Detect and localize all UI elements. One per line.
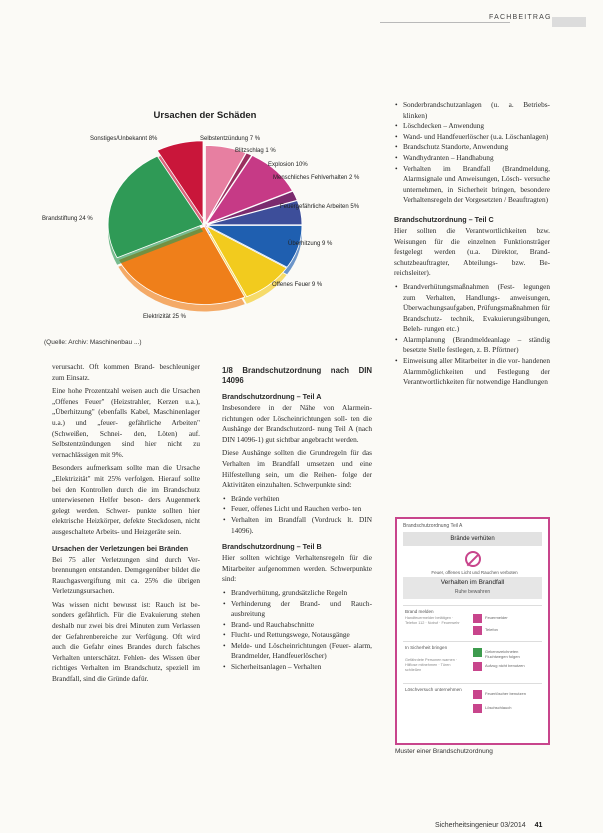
poster-item: Telefon <box>485 627 498 632</box>
list-item: • Brandverhütung, grundsätzliche Regeln <box>231 588 372 599</box>
header-rule <box>380 22 510 23</box>
slice-label: Explosion 10% <box>268 162 308 168</box>
poster-band-subtitle: Ruhe bewahren <box>454 589 491 595</box>
poster-item: Aufzug nicht benutzen <box>485 663 525 668</box>
list-item: • Brand- und Rauchabschnitte <box>231 620 372 631</box>
list-item: • Wandhydranten – Handhabung <box>403 153 550 164</box>
paragraph: Eine hohe Prozentzahl weisen auch die Ursachen „Offenes Feuer" (Heizstrahler, Kerzen u.a.), „Überhitzung" (ebenfalls Kabel, Maschinenlager u.a.) und „feuer- gefährliche Arbeiten" (Schweißen, Schnei- den, Löten) auf. Selbstentzündungen sind hier nicht zu vernachlässigen mit 9%. <box>52 386 200 459</box>
list-item: • Sonderbrandschutzanlagen (u. a. Betriebs- klinken) <box>403 100 550 121</box>
slice-label: Elektrizität 25 % <box>143 314 187 320</box>
slice-label: Selbstentzündung 7 % <box>200 136 261 142</box>
poster-item: Feuermelder <box>485 615 508 620</box>
subheading: Brandschutzordnung – Teil A <box>222 392 322 401</box>
list-item: • Verhinderung der Brand- und Rauch- ausbreitung <box>231 599 372 620</box>
bullet-list <box>394 282 550 388</box>
poster-section-text: Gefährdete Personen warnen · Hilflose mitnehmen · Türen schließen <box>405 658 458 672</box>
list-item: • Löschdecken – Anwendung <box>403 121 550 132</box>
section-label: FACHBEITRAG <box>489 14 552 21</box>
paragraph: Besonders aufmerksam sollte man die Ursache „Elektrizität" mit 25% verfolgen. Hierauf sollte bei den Kontrollen durch die im Brandschutz unterwiesenen Helfer beson- ders Augenmerk gelegt werden. Schwer- punkte sollten hier elektrische Heizkörper, defekte Steckdosen, nicht ausgeschaltete Arbeits- und Heizgeräte sein. <box>52 463 200 536</box>
poster-heading: Brände verhüten <box>403 532 542 546</box>
list-item: • Einweisung aller Mitarbeiter in die vor- handenen Alarmmöglichkeiten und Festlegung der Verantwortlichkeiten für notwendige Handlungen <box>403 356 550 388</box>
slice-label: Sonstiges/Unbekannt 8% <box>90 136 158 142</box>
paragraph: Diese Aushänge sollten die Grundregeln für das Verhalten im Brandfall umsetzen und eine Hilfestellung sein, um die Reihen- folge der Aktivitäten einzuhalten. Schwerpunkte sind: <box>222 448 372 490</box>
slice-label: Menschliches Fehlverhalten 2 % <box>273 175 360 181</box>
list-item: • Wand- und Handfeuerlöscher (u.a. Löschanlagen) <box>403 132 550 143</box>
poster-band <box>403 577 542 599</box>
poster-item: Gekennzeichneten Fluchtwegen folgen <box>485 649 520 659</box>
paragraph: Was wissen nicht bewusst ist: Rauch ist be- sonders gefährlich. Für die Evakuierung stehen deshalb nur zwei bis drei Minuten zum Verlassen der Gefahrenbereiche zur Verfügung. Oft wird auch die Gefahr eines Brandes durch falsches Verhalten unterschätzt. Fehlen- des Wissen über richtiges Verhalten im Brandschutz, speziell im Brandfall, sind die Gründe dafür. <box>52 599 200 684</box>
subheading: Brandschutzordnung – Teil C <box>394 214 494 224</box>
poster-section-text: Handfeuermelder betätigen · Telefon 112 · Notruf · Feuerwehr <box>405 616 460 625</box>
chart-title: Ursachen der Schäden <box>153 110 257 121</box>
phone-icon <box>473 626 482 635</box>
slice-label: Offenes Feuer 9 % <box>272 282 323 288</box>
chart-source: (Quelle: Archiv: Maschinenbau ...) <box>44 339 142 346</box>
paragraph: verursacht. Oft kommen Brand- beschleuniger zum Einsatz. <box>52 362 200 382</box>
slice-label: Feuergefährliche Arbeiten 5% <box>280 204 360 210</box>
poster-top-label: Brandschutzordnung Teil A <box>403 523 463 529</box>
poster-section-report <box>403 605 542 636</box>
slice-label: Überhitzung 9 % <box>288 241 333 247</box>
middle-column <box>222 362 372 673</box>
right-column <box>394 100 550 388</box>
pie-chart <box>40 100 370 340</box>
list-item: • Alarmplanung (Brandmeldeanlage – ständig besetzte Stelle festlegen, z. B. Pförtner) <box>403 335 550 356</box>
left-column <box>52 362 200 688</box>
list-item: • Brandschutz Standorte, Anwendung <box>403 142 550 153</box>
poster-band-title: Verhalten im Brandfall <box>440 579 505 586</box>
hose-icon <box>473 704 482 713</box>
poster-item: Löschschlauch <box>485 705 512 710</box>
list-item: • Brandverhütungsmaßnahmen (Fest- legungen zum Verhalten, Handlungs- anweisungen, Überwachungsaufgaben, Prüfungsmaßnahmen für Brandschutz- technik, Evakuierungsübungen, Beleh- rungen etc.) <box>403 282 550 335</box>
poster-section-title: In Sicherheit bringen <box>405 645 448 650</box>
page-number: 41 <box>534 822 543 829</box>
no-elevator-icon <box>473 662 482 671</box>
journal-name: Sicherheitsingenieur 03/2014 <box>435 822 526 829</box>
section-heading: 1/8 Brandschutzordnung nach DIN 14096 <box>222 366 372 385</box>
list-item: • Verhalten im Brandfall (Vordruck lt. DIN 14096). <box>231 515 372 536</box>
list-item: • Feuer, offenes Licht und Rauchen verbo- ten <box>231 504 372 515</box>
list-item: • Sicherheitsanlagen – Verhalten <box>231 662 372 673</box>
page-footer <box>435 822 542 829</box>
paragraph: Hier sollten die Verantwortlichkeiten bzw. Weisungen für die einzelnen Funktionsträger festgelegt werden (u.a. Direktor, Brand- schutzbeauftragter, Abteilungs- bzw. Be- reichsleiter). <box>394 225 550 278</box>
paragraph: Bei 75 aller Verletzungen sind durch Ver- brennungen entstanden. Demgegenüber bildet die Rauchgasvergiftung mit ca. 25% die übrigen Verletzungsursachen. <box>52 554 200 596</box>
paragraph: Insbesondere in der Nähe von Alarmein- richtungen oder Löscheinrichtungen soll- ten die Aushänge der Brandschutzord- nung Teil A (nach DIN 14096-1) gut sichtbar angebracht werden. <box>222 403 372 444</box>
poster-section-safety <box>403 641 542 676</box>
fire-alarm-icon <box>473 614 482 623</box>
list-item: • Melde- und Löscheinrichtungen (Feuer- alarm, Brandmelder, Handfeuerlöscher) <box>231 641 372 662</box>
list-item: • Flucht- und Rettungswege, Notausgänge <box>231 630 372 641</box>
pie-chart-svg <box>40 100 370 340</box>
header-tab <box>552 17 586 27</box>
slice-label: Blitzschlag 1 % <box>235 148 276 154</box>
poster-section-title: Löschversuch unternehmen <box>405 687 462 692</box>
slice-label: Brandstiftung 24 % <box>42 216 93 222</box>
poster-section-extinguish <box>403 683 542 720</box>
list-item: • Verhalten im Brandfall (Brandmeldung, Alarmsignale und Anweisungen, Lösch- versuche unternehmen, in Sicherheit bringen, besondere Verhaltensregeln der Vorgesetzten / Beauftragten) <box>403 164 550 206</box>
fire-safety-poster <box>395 517 550 745</box>
paragraph: Hier sollten wichtige Verhaltensregeln für die Mitarbeiter aufgenommen werden. Schwerpunkte sind: <box>222 553 372 584</box>
poster-prohibition-text: Feuer, offenes Licht und Rauchen verboten <box>431 570 518 575</box>
list-item: • Brände verhüten <box>231 494 372 505</box>
poster-section-title: Brand melden <box>405 609 434 614</box>
no-smoking-icon <box>465 551 481 567</box>
subheading: Ursachen der Verletzungen bei Bränden <box>52 543 189 553</box>
poster-item: Feuerlöscher benutzen <box>485 691 526 696</box>
exit-icon <box>473 648 482 657</box>
bullet-list <box>222 588 372 673</box>
poster-caption: Muster einer Brandschutzordnung <box>395 748 493 755</box>
subheading: Brandschutzordnung – Teil B <box>222 542 322 552</box>
extinguisher-icon <box>473 690 482 699</box>
bullet-list <box>222 494 372 536</box>
bullet-list <box>394 100 550 206</box>
